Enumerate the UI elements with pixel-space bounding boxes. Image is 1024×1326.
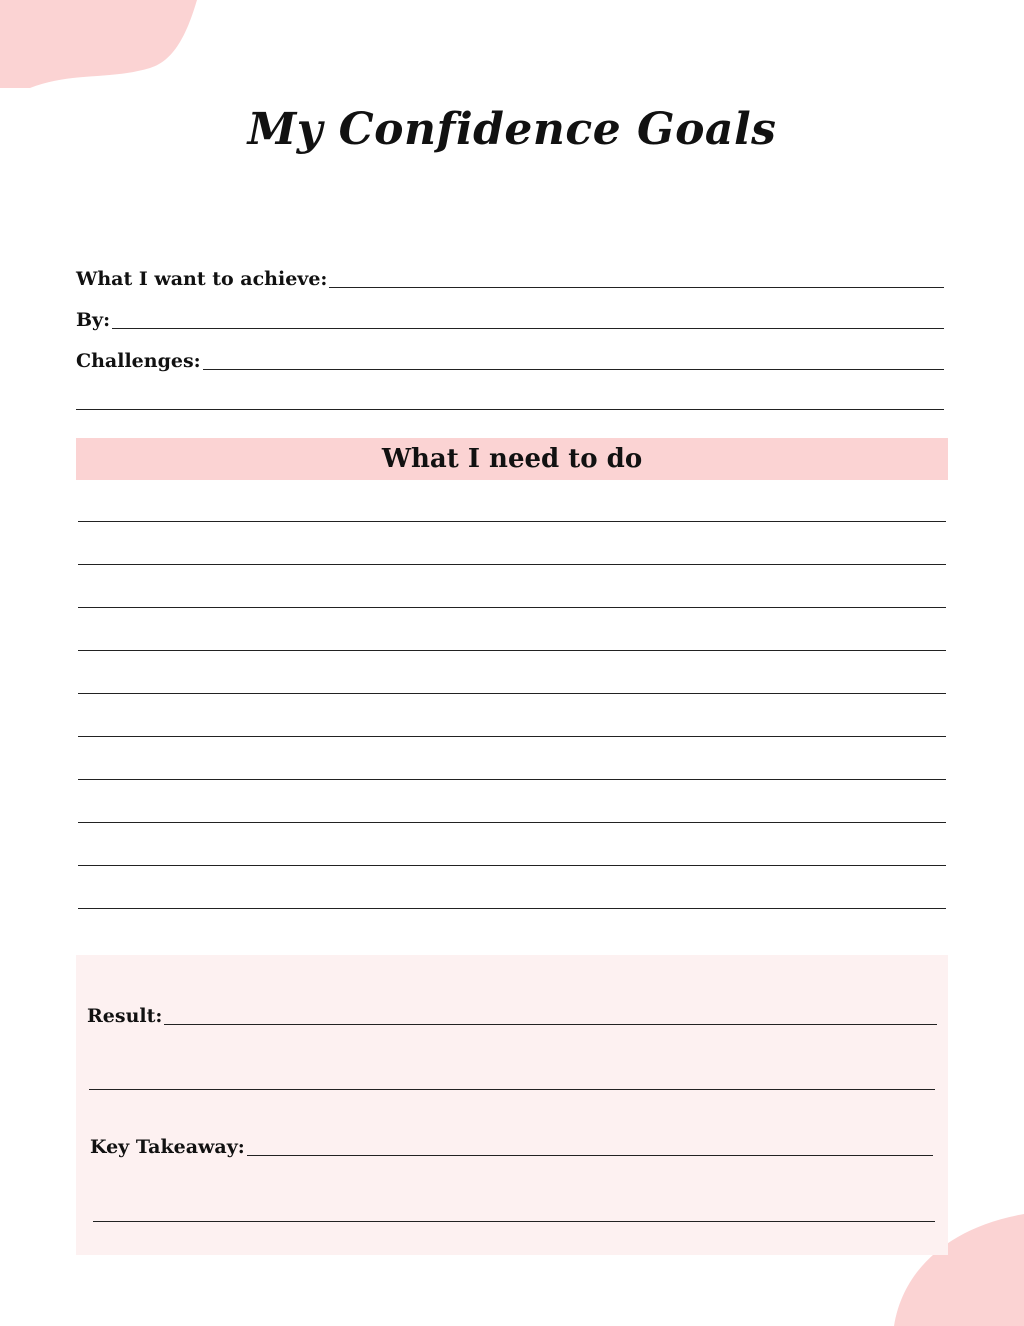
- challenges-field[interactable]: [76, 347, 944, 373]
- todo-heading-band: [76, 438, 948, 480]
- todo-line[interactable]: [78, 650, 946, 651]
- achieve-field[interactable]: [76, 265, 944, 291]
- corner-blob-top-left-shape: [0, 0, 197, 88]
- result-extra-line[interactable]: [89, 1089, 935, 1090]
- takeaway-line[interactable]: [247, 1155, 933, 1156]
- corner-blob-top-left: [0, 0, 200, 90]
- takeaway-extra-line[interactable]: [93, 1221, 935, 1222]
- challenges-label: Challenges:: [76, 350, 201, 372]
- todo-line[interactable]: [78, 693, 946, 694]
- achieve-line[interactable]: [329, 287, 944, 288]
- todo-line[interactable]: [78, 822, 946, 823]
- result-field[interactable]: [87, 1002, 937, 1028]
- todo-heading: What I need to do: [381, 444, 643, 474]
- by-field[interactable]: [76, 306, 944, 332]
- todo-line[interactable]: [78, 564, 946, 565]
- by-label: By:: [76, 309, 111, 331]
- by-line[interactable]: [112, 328, 944, 329]
- todo-line[interactable]: [78, 521, 946, 522]
- todo-line[interactable]: [78, 607, 946, 608]
- takeaway-field[interactable]: [90, 1133, 933, 1159]
- achieve-label: What I want to achieve:: [76, 268, 328, 290]
- todo-line[interactable]: [78, 736, 946, 737]
- challenges-extra-line[interactable]: [76, 409, 944, 410]
- result-line[interactable]: [164, 1024, 937, 1025]
- takeaway-label: Key Takeaway:: [90, 1136, 245, 1158]
- results-box: [76, 955, 948, 1255]
- todo-line[interactable]: [78, 865, 946, 866]
- result-label: Result:: [87, 1005, 163, 1027]
- todo-line[interactable]: [78, 908, 946, 909]
- page-title: My Confidence Goals: [247, 104, 777, 155]
- challenges-line[interactable]: [203, 369, 944, 370]
- todo-line[interactable]: [78, 779, 946, 780]
